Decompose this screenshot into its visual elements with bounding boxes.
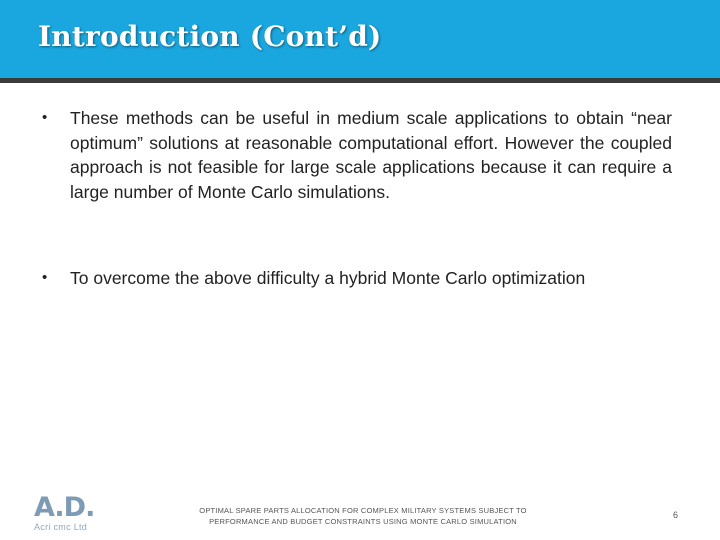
bullet-item bbox=[42, 106, 672, 204]
bullet-icon: • bbox=[42, 109, 48, 126]
footer-line-1: OPTIMAL SPARE PARTS ALLOCATION FOR COMPLEX MILITARY SYSTEMS SUBJECT TO bbox=[199, 506, 527, 515]
logo-mark: A.D. bbox=[34, 492, 95, 523]
bullet-icon: • bbox=[42, 269, 48, 286]
slide-title: Introduction (Cont’d) bbox=[38, 20, 382, 53]
footer-line-2: PERFORMANCE AND BUDGET CONSTRAINTS USING MONTE CARLO SIMULATION bbox=[209, 517, 517, 526]
bullet-text: These methods can be useful in medium scale applications to obtain “near optimum” solutions at reasonable computational effort. However the coupled approach is not feasible for large scale applications because it can require a large number of Monte Carlo simulations. bbox=[70, 108, 672, 202]
page-number: 6 bbox=[672, 510, 678, 520]
logo-subtitle: Acri cmc Ltd bbox=[34, 522, 88, 532]
company-logo bbox=[34, 494, 94, 534]
bullet-list bbox=[42, 106, 672, 291]
bullet-item bbox=[42, 266, 672, 291]
title-bar bbox=[0, 0, 720, 78]
title-divider bbox=[0, 78, 720, 83]
footer-caption bbox=[180, 505, 546, 527]
bullet-text: To overcome the above difficulty a hybrid Monte Carlo optimization bbox=[70, 268, 586, 288]
